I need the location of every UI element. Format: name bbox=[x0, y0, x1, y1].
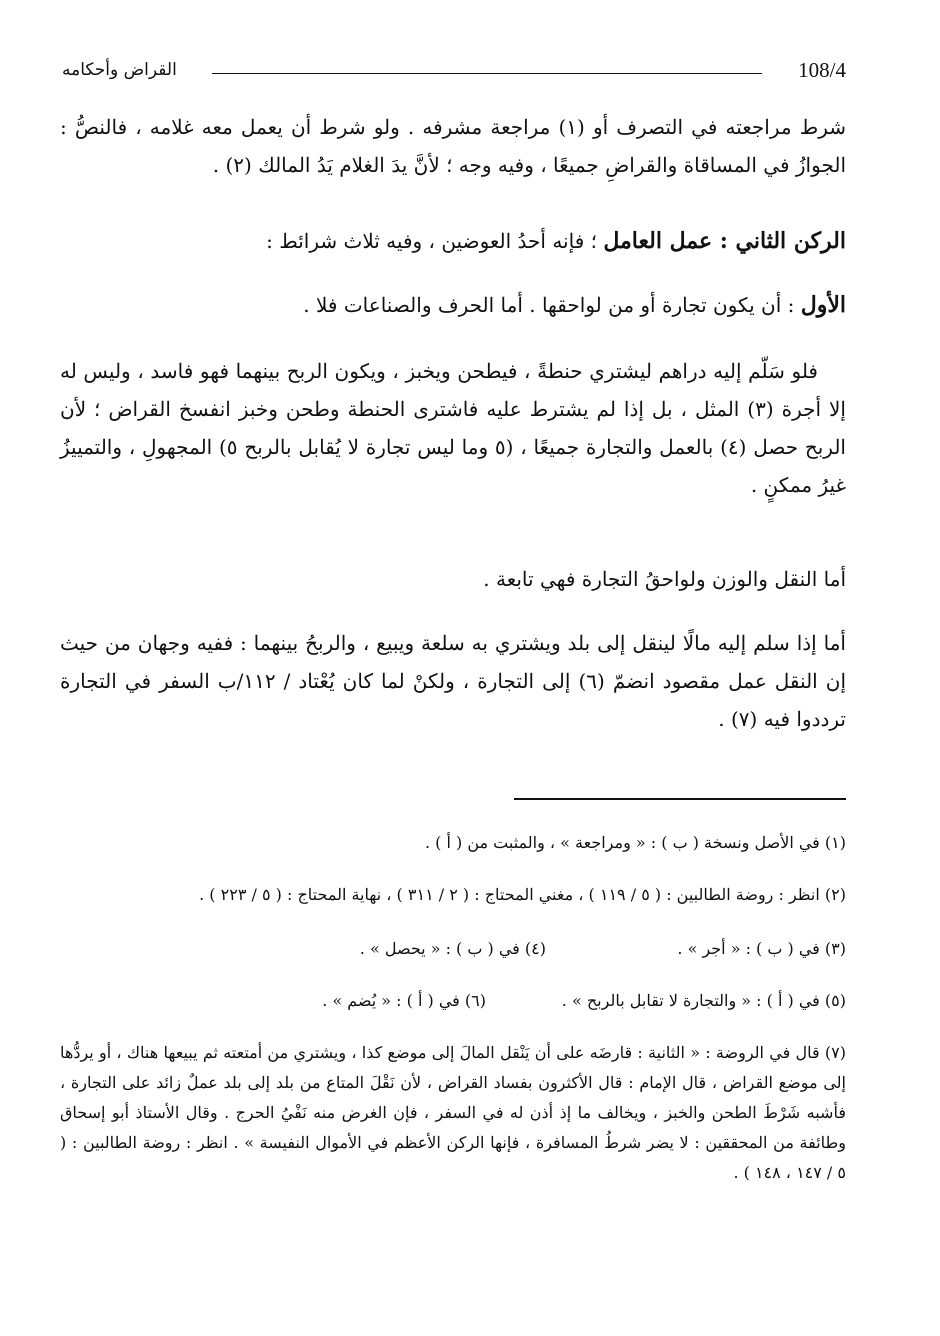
paragraph-6: أما إذا سلم إليه مالًا لينقل إلى بلد ويشتري به سلعة ويبيع ، والربحُ بينهما : ففيه وجهان من حيث إن النقل عمل مقصود انضمّ (٦) إلى التجارة ، ولكنْ لما كان يُعْتاد / ١١٢/ب السفر في التجارة ترددوا فيه (٧) . bbox=[60, 631, 847, 731]
paragraph-1: شرط مراجعته في التصرف أو (١) مراجعة مشرفه . ولو شرط أن يعمل معه غلامه ، فالنصُّ : الجوازُ في المساقاة والقراضِ جميعًا ، وفيه وجه ؛ لأنَّ يدَ الغلام يَدُ المالك (٢) . bbox=[60, 115, 846, 177]
paragraph-3 bbox=[60, 286, 846, 324]
paragraph-3-text: : أن يكون تجارة أو من لواحقها . أما الحرف والصناعات فلا . bbox=[303, 293, 795, 317]
running-title: القراض وأحكامه bbox=[62, 60, 177, 80]
header-rule bbox=[212, 73, 762, 74]
footnote-4: (٤) في ( ب ) : « يحصل » . bbox=[359, 939, 546, 958]
footnote-2: (٢) انظر : روضة الطالبين : ( ٥ / ١١٩ ) ، مغني المحتاج : ( ٢ / ٣١١ ) ، نهاية المحتاج : ( ٥ / ٢٢٣ ) . bbox=[199, 885, 846, 904]
footnote-7: (٧) قال في الروضة : « الثانية : قارضَه على أن يَنْقل المالَ إلى موضع كذا ، ويشتري من أمتعته ثم يبيعها هناك ، أو يردُّها إلى موضع القراض ، قال الإمام : قال الأكثرون بفساد القراض ، لأن نَقْلَ المتاع من بلد إلى بلد عملٌ زائد على التجارة ، فأشبه شَرْطَ الطحن والخبز ، ويخالف ما إذ أذن له في السفر ، فإن الغرض منه نَفْيُ الحرج . وقال الأستاذ أبو إسحاق وطائفة من المحققين : لا يضر شرطُ المسافرة ، فإنها الركن الأعظم في الأموال النفيسة » . انظر : روضة الطالبين : ( ٥ / ١٤٧ ، ١٤٨ ) . bbox=[60, 1043, 847, 1182]
footnote-5: (٥) في ( أ ) : « والتجارة لا تقابل بالربح » . bbox=[561, 991, 846, 1010]
paragraph-2-text: ؛ فإنه أحدُ العوضين ، وفيه ثلاث شرائط : bbox=[266, 229, 597, 253]
paragraph-2 bbox=[60, 222, 846, 260]
paragraph-5: أما النقل والوزن ولواحقُ التجارة فهي تابعة . bbox=[483, 567, 846, 591]
paragraph-4: فلو سَلّم إليه دراهم ليشتري حنطةً ، فيطحن ويخبز ، ويكون الربح بينهما فهو فاسد ، وليس له إلا أجرة (٣) المثل ، بل إذا لم يشترط عليه فاشترى الحنطة وطحن وخبز انفسخ القراض ؛ لأن الربح حصل (٤) بالعمل والتجارة جميعًا ، (٥ وما ليس تجارة لا يُقابل بالربح ٥) المجهولِ ، والتمييزُ غيرُ ممكنٍ . bbox=[60, 359, 846, 497]
footnote-row-5-6 bbox=[60, 986, 846, 1016]
section-heading: الركن الثاني : عمل العامل bbox=[603, 228, 846, 254]
footnote-separator bbox=[514, 798, 846, 800]
footnote-row-3-4 bbox=[60, 934, 846, 964]
page-number: 108/4 bbox=[798, 58, 846, 82]
footnote-1: (١) في الأصل ونسخة ( ب ) : « ومراجعة » ، والمثبت من ( أ ) . bbox=[424, 833, 846, 852]
footnote-6: (٦) في ( أ ) : « يُضم » . bbox=[322, 991, 486, 1010]
page-header bbox=[62, 58, 846, 90]
condition-heading: الأول bbox=[800, 292, 846, 318]
footnote-3: (٣) في ( ب ) : « أجر » . bbox=[677, 939, 846, 958]
